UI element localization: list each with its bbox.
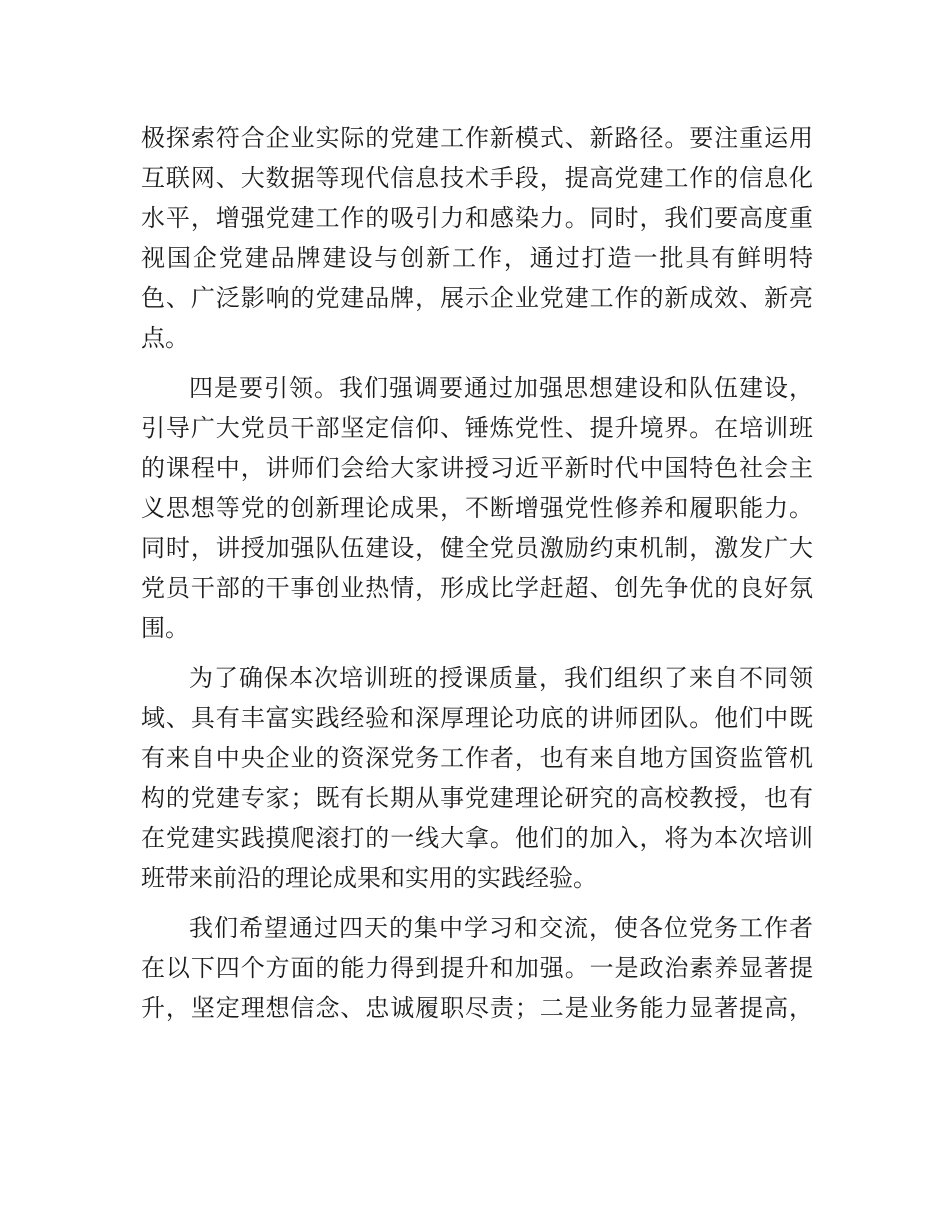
text-line: 围。 [141,614,189,642]
text-line: 点。 [141,324,189,352]
text-line: 构的党建专家；既有长期从事党建理论研究的高校教授，也有 [141,784,813,812]
paragraph [141,368,813,648]
text-line: 极探索符合企业实际的党建工作新模式、新路径。要注重运用 [141,124,813,152]
text-line: 义思想等党的创新理论成果，不断增强党性修养和履职能力。 [141,494,813,522]
text-line: 引导广大党员干部坚定信仰、锤炼党性、提升境界。在培训班 [141,414,813,442]
text-line: 水平，增强党建工作的吸引力和感染力。同时，我们要高度重 [141,204,813,232]
text-line: 视国企党建品牌建设与创新工作，通过打造一批具有鲜明特 [141,244,813,272]
text-line: 域、具有丰富实践经验和深厚理论功底的讲师团队。他们中既 [141,704,813,732]
text-line: 在以下四个方面的能力得到提升和加强。一是政治素养显著提 [141,954,813,982]
text-line: 的课程中，讲师们会给大家讲授习近平新时代中国特色社会主 [141,454,813,482]
paragraph [141,658,813,898]
document-body [141,118,813,1028]
text-line: 我们希望通过四天的集中学习和交流，使各位党务工作者 [189,914,813,942]
paragraph [141,118,813,358]
text-line: 为了确保本次培训班的授课质量，我们组织了来自不同领 [189,664,813,692]
text-line: 在党建实践摸爬滚打的一线大拿。他们的加入，将为本次培训 [141,824,813,852]
text-line: 有来自中央企业的资深党务工作者，也有来自地方国资监管机 [141,744,813,772]
paragraph [141,908,813,1028]
text-line: 党员干部的干事创业热情，形成比学赶超、创先争优的良好氛 [141,574,813,602]
text-line: 四是要引领。我们强调要通过加强思想建设和队伍建设， [189,374,813,402]
text-line: 同时，讲授加强队伍建设，健全党员激励约束机制，激发广大 [141,534,813,562]
text-line: 升，坚定理想信念、忠诚履职尽责；二是业务能力显著提高， [141,994,813,1022]
text-line: 色、广泛影响的党建品牌，展示企业党建工作的新成效、新亮 [141,284,813,312]
text-line: 互联网、大数据等现代信息技术手段，提高党建工作的信息化 [141,164,813,192]
text-line: 班带来前沿的理论成果和实用的实践经验。 [141,864,597,892]
